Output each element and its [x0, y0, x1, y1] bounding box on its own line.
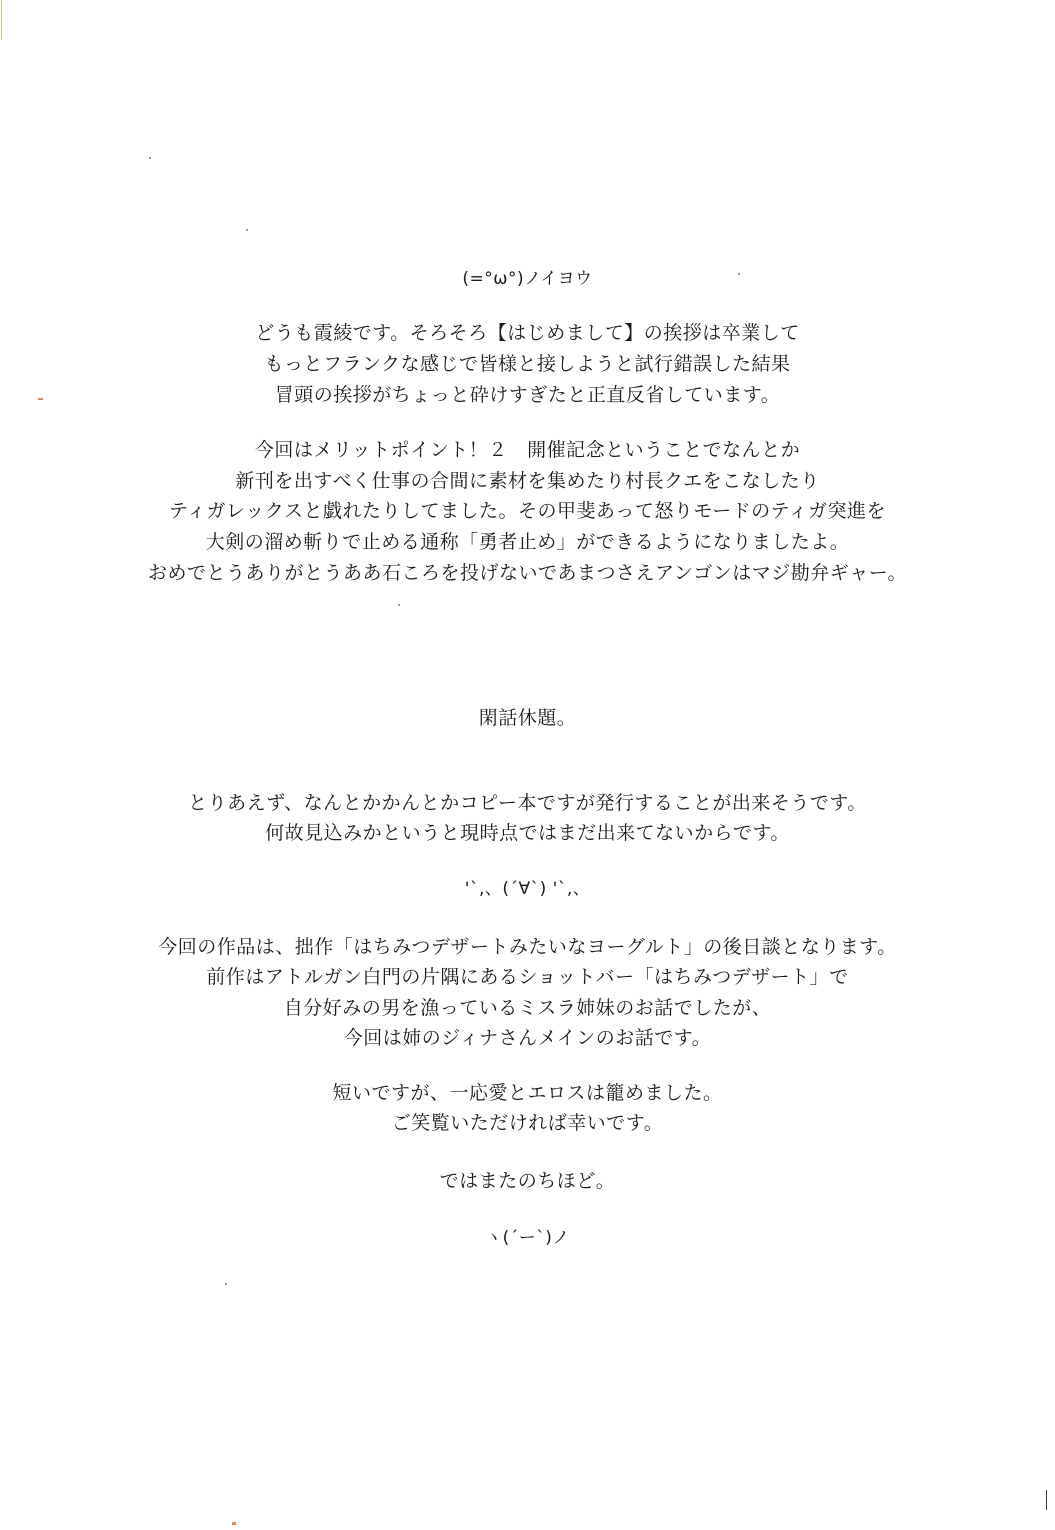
- greeting-emoticon: (=°ω°)ノイヨウ: [462, 269, 593, 289]
- scan-speck: [246, 229, 248, 231]
- story-line: 今回の作品は、拙作「はちみつデザートみたいなヨーグルト」の後日談となります。: [158, 936, 897, 958]
- edge-mark: [1046, 1490, 1047, 1510]
- laugh-emoticon: '`,、(´∀`) '`,、: [464, 879, 591, 899]
- event-line: ティガレックスと戯れたりしてました。その甲斐あって怒りモードのティガ突進を: [168, 500, 887, 522]
- intro-line: 冒頭の挨拶がちょっと砕けすぎたと正直反省しています。: [274, 384, 781, 406]
- scan-speck: [225, 1283, 227, 1285]
- closing-line: ご笑覧いただければ幸いです。: [391, 1112, 664, 1134]
- farewell-line: ではまたのちほど。: [439, 1170, 616, 1192]
- intro-line: どうも霞綾です。そろそろ【はじめまして】の挨拶は卒業して: [255, 322, 800, 344]
- intro-line: もっとフランクな感じで皆様と接しようと試行錯誤した結果: [264, 353, 791, 375]
- scan-speck: [738, 273, 740, 275]
- scan-mark: [38, 398, 43, 400]
- event-line: 今回はメリットポイント！２ 開催記念ということでなんとか: [254, 439, 801, 461]
- story-line: 今回は姉のジィナさんメインのお話です。: [343, 1027, 712, 1049]
- event-line: 新刊を出すべく仕事の合間に素材を集めたり村長クエをこなしたり: [235, 470, 820, 492]
- scan-speck: [398, 604, 400, 606]
- closing-line: 短いですが、一応愛とエロスは籠めました。: [332, 1082, 723, 1104]
- copybook-line: とりあえず、なんとかかんとかコピー本ですが発行することが出来そうです。: [188, 792, 867, 814]
- story-line: 前作はアトルガン白門の片隅にあるショットバー「はちみつデザート」で: [206, 966, 849, 988]
- event-line: 大剣の溜め斬りで止める通称「勇者止め」ができるようになりましたよ。: [205, 531, 850, 553]
- event-line: おめでとうありがとうああ石ころを投げないであまつさえアンゴンはマジ勘弁ギャー。: [148, 562, 907, 584]
- scan-mark: [232, 1522, 236, 1525]
- cheer-emoticon: ヽ(´ー`)ノ: [485, 1228, 570, 1248]
- scan-speck: [149, 157, 151, 159]
- story-line: 自分好みの男を漁っているミスラ姉妹のお話でしたが、: [283, 997, 772, 1019]
- edge-shadow: [1, 0, 2, 40]
- section-break: 閑話休題。: [478, 707, 577, 729]
- copybook-line: 何故見込みかというと現時点ではまだ出来てないからです。: [265, 822, 790, 844]
